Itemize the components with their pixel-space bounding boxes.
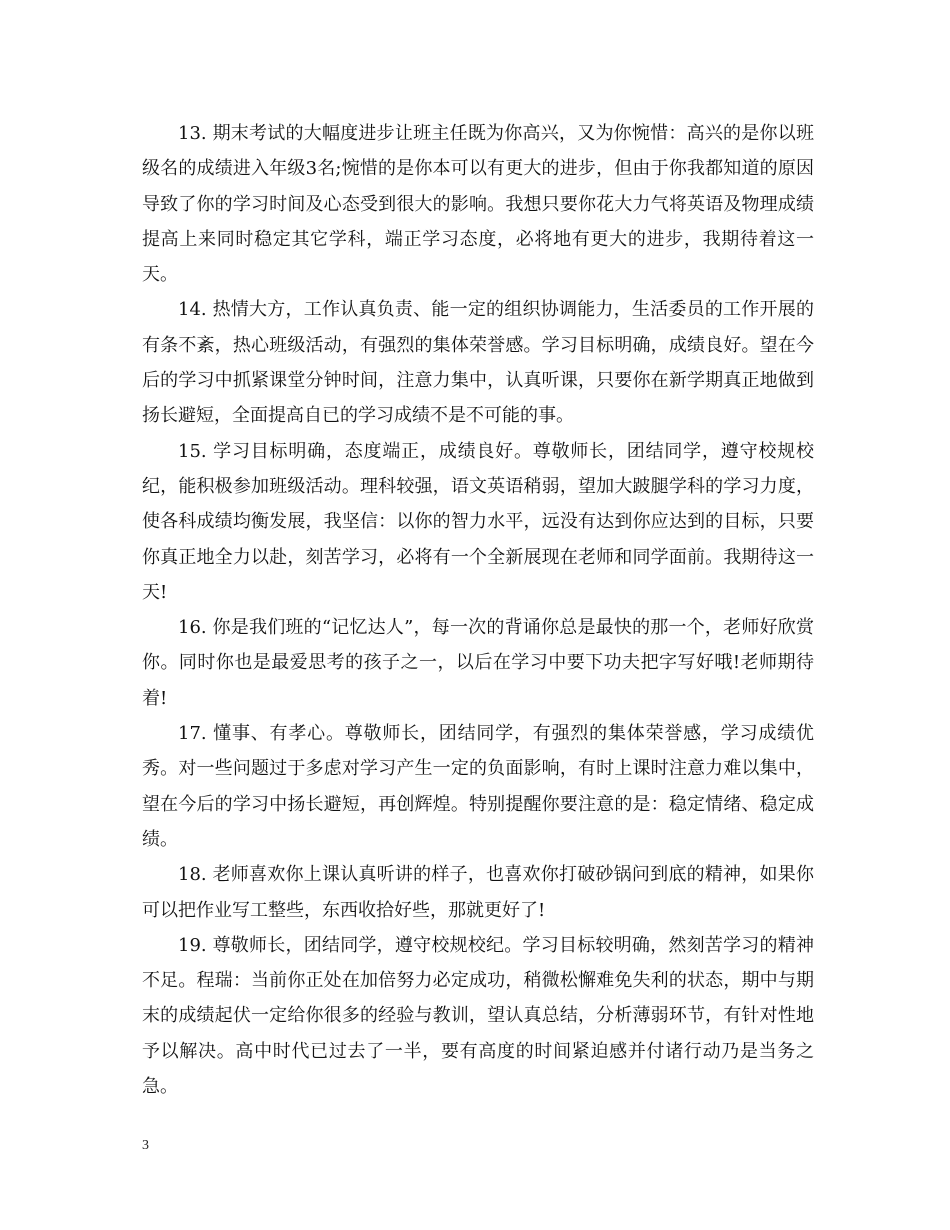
page-number: 3 [142, 1138, 149, 1153]
paragraph-19: 19. 尊敬师长，团结同学，遵守校规校纪。学习目标较明确，然刻苦学习的精神不足。程瑞：当前你正处在加倍努力必定成功，稍微松懈难免失利的状态，期中与期末的成绩起伏一定给你很多的经验与教训，望认真总结，分析薄弱环节，有针对性地予以解决。高中时代已过去了一半，要有高度的时间紧迫感并付诸行动乃是当务之急。 [142, 934, 814, 1098]
paragraph-16: 16. 你是我们班的“记忆达人”，每一次的背诵你总是最快的那一个，老师好欣赏你。同时你也是最爱思考的孩子之一，以后在学习中要下功夫把字写好哦!老师期待着! [142, 617, 814, 709]
paragraph-15: 15. 学习目标明确，态度端正，成绩良好。尊敬师长，团结同学，遵守校规校纪，能积极参加班级活动。理科较强，语文英语稍弱，望加大跛腿学科的学习力度，使各科成绩均衡发展，我坚信：以你的智力水平，远没有达到你应达到的目标，只要你真正地全力以赴，刻苦学习，必将有一个全新展现在老师和同学面前。我期待这一天! [142, 440, 814, 603]
document-body [142, 116, 814, 1104]
paragraph-17: 17. 懂事、有孝心。尊敬师长，团结同学，有强烈的集体荣誉感，学习成绩优秀。对一些问题过于多虑对学习产生一定的负面影响，有时上课时注意力难以集中，望在今后的学习中扬长避短，再创辉煌。特别提醒你要注意的是：稳定情绪、稳定成绩。 [142, 723, 814, 850]
paragraph-18: 18. 老师喜欢你上课认真听讲的样子，也喜欢你打破砂锅问到底的精神，如果你可以把作业写工整些，东西收拾好些，那就更好了! [142, 864, 814, 921]
paragraph-13: 13. 期末考试的大幅度进步让班主任既为你高兴，又为你惋惜：高兴的是你以班级名的成绩进入年级3名;惋惜的是你本可以有更大的进步，但由于你我都知道的原因导致了你的学习时间及心态受到很大的影响。我想只要你花大力气将英语及物理成绩提高上来同时稳定其它学科，端正学习态度，必将地有更大的进步，我期待着这一天。 [142, 123, 814, 286]
paragraph-14: 14. 热情大方，工作认真负责、能一定的组织协调能力，生活委员的工作开展的有条不紊，热心班级活动，有强烈的集体荣誉感。学习目标明确，成绩良好。望在今后的学习中抓紧课堂分钟时间，注意力集中，认真听课，只要你在新学期真正地做到扬长避短，全面提高自已的学习成绩不是不可能的事。 [142, 299, 814, 427]
